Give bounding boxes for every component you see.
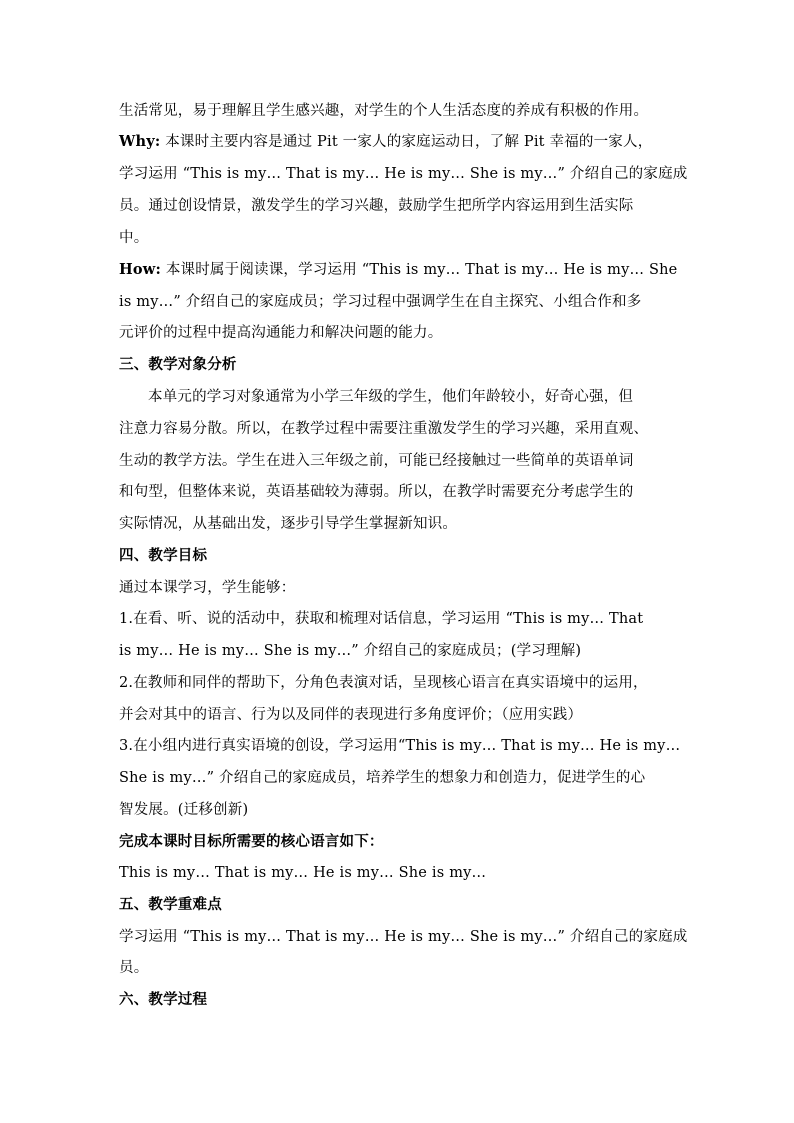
objective-3-line: 3.在小组内进行真实语境的创设，学习运用“This is my… That is my… He is my… xyxy=(119,738,681,754)
paragraph-line: 学习运用 “This is my… That is my… He is my… She is my…” 介绍自己的家庭成 xyxy=(119,166,688,182)
paragraph-line: 员。通过创设情景，激发学生的学习兴趣，鼓励学生把所学内容运用到生活实际 xyxy=(119,198,634,214)
paragraph-line: 生动的教学方法。学生在进入三年级之前，可能已经接触过一些简单的英语单词 xyxy=(119,453,634,469)
objective-3-line: 智发展。(迁移创新) xyxy=(119,802,249,818)
section-heading-5: 五、教学重难点 xyxy=(119,896,222,913)
core-language-heading: 完成本课时目标所需要的核心语言如下： xyxy=(119,833,384,850)
paragraph-line: 和句型，但整体来说，英语基础较为薄弱。所以，在教学时需要充分考虑学生的 xyxy=(119,484,634,500)
why-text: 本课时主要内容是通过 Pit 一家人的家庭运动日，了解 Pit 幸福的一家人， xyxy=(160,134,653,150)
paragraph-line: 注意力容易分散。所以，在教学过程中需要注重激发学生的学习兴趣，采用直观、 xyxy=(119,421,649,437)
how-text: 本课时属于阅读课，学习运用 “This is my… That is my… He is my… She xyxy=(161,262,678,278)
paragraph-line: is my…” 介绍自己的家庭成员；学习过程中强调学生在自主探究、小组合作和多 xyxy=(119,294,642,310)
paragraph-line: 实际情况，从基础出发，逐步引导学生掌握新知识。 xyxy=(119,516,458,532)
paragraph-line: 员。 xyxy=(119,960,149,976)
section-heading-3: 三、教学对象分析 xyxy=(119,356,237,373)
objective-3-line: She is my…” 介绍自己的家庭成员，培养学生的想象力和创造力，促进学生的心 xyxy=(119,770,646,786)
paragraph-line: 学习运用 “This is my… That is my… He is my… She is my…” 介绍自己的家庭成 xyxy=(119,929,688,945)
paragraph-line: 生活常见，易于理解且学生感兴趣，对学生的个人生活态度的养成有积极的作用。 xyxy=(119,103,649,119)
section-heading-4: 四、教学目标 xyxy=(119,547,208,564)
how-label: How: xyxy=(119,261,162,278)
core-language-line: This is my… That is my… He is my… She is my… xyxy=(119,865,487,881)
paragraph-line: 通过本课学习，学生能够： xyxy=(119,580,296,596)
paragraph-line: 元评价的过程中提高沟通能力和解决问题的能力。 xyxy=(119,325,443,341)
objective-2-line: 2.在教师和同伴的帮助下，分角色表演对话，呈现核心语言在真实语境中的运用， xyxy=(119,675,648,691)
objective-1-line: 1.在看、听、说的活动中，获取和梳理对话信息，学习运用 “This is my… That xyxy=(119,611,644,627)
section-heading-6: 六、教学过程 xyxy=(119,991,208,1008)
objective-1-line: is my… He is my… She is my…” 介绍自己的家庭成员；(学习理解) xyxy=(119,643,582,659)
paragraph-line: 中。 xyxy=(119,230,149,246)
why-label: Why: xyxy=(119,133,161,150)
how-line xyxy=(119,260,679,280)
objective-2-line: 并会对其中的语言、行为以及同伴的表现进行多角度评价；（应用实践） xyxy=(119,707,583,723)
why-line xyxy=(119,132,679,152)
paragraph-line: 本单元的学习对象通常为小学三年级的学生，他们年龄较小，好奇心强，但 xyxy=(148,389,634,405)
